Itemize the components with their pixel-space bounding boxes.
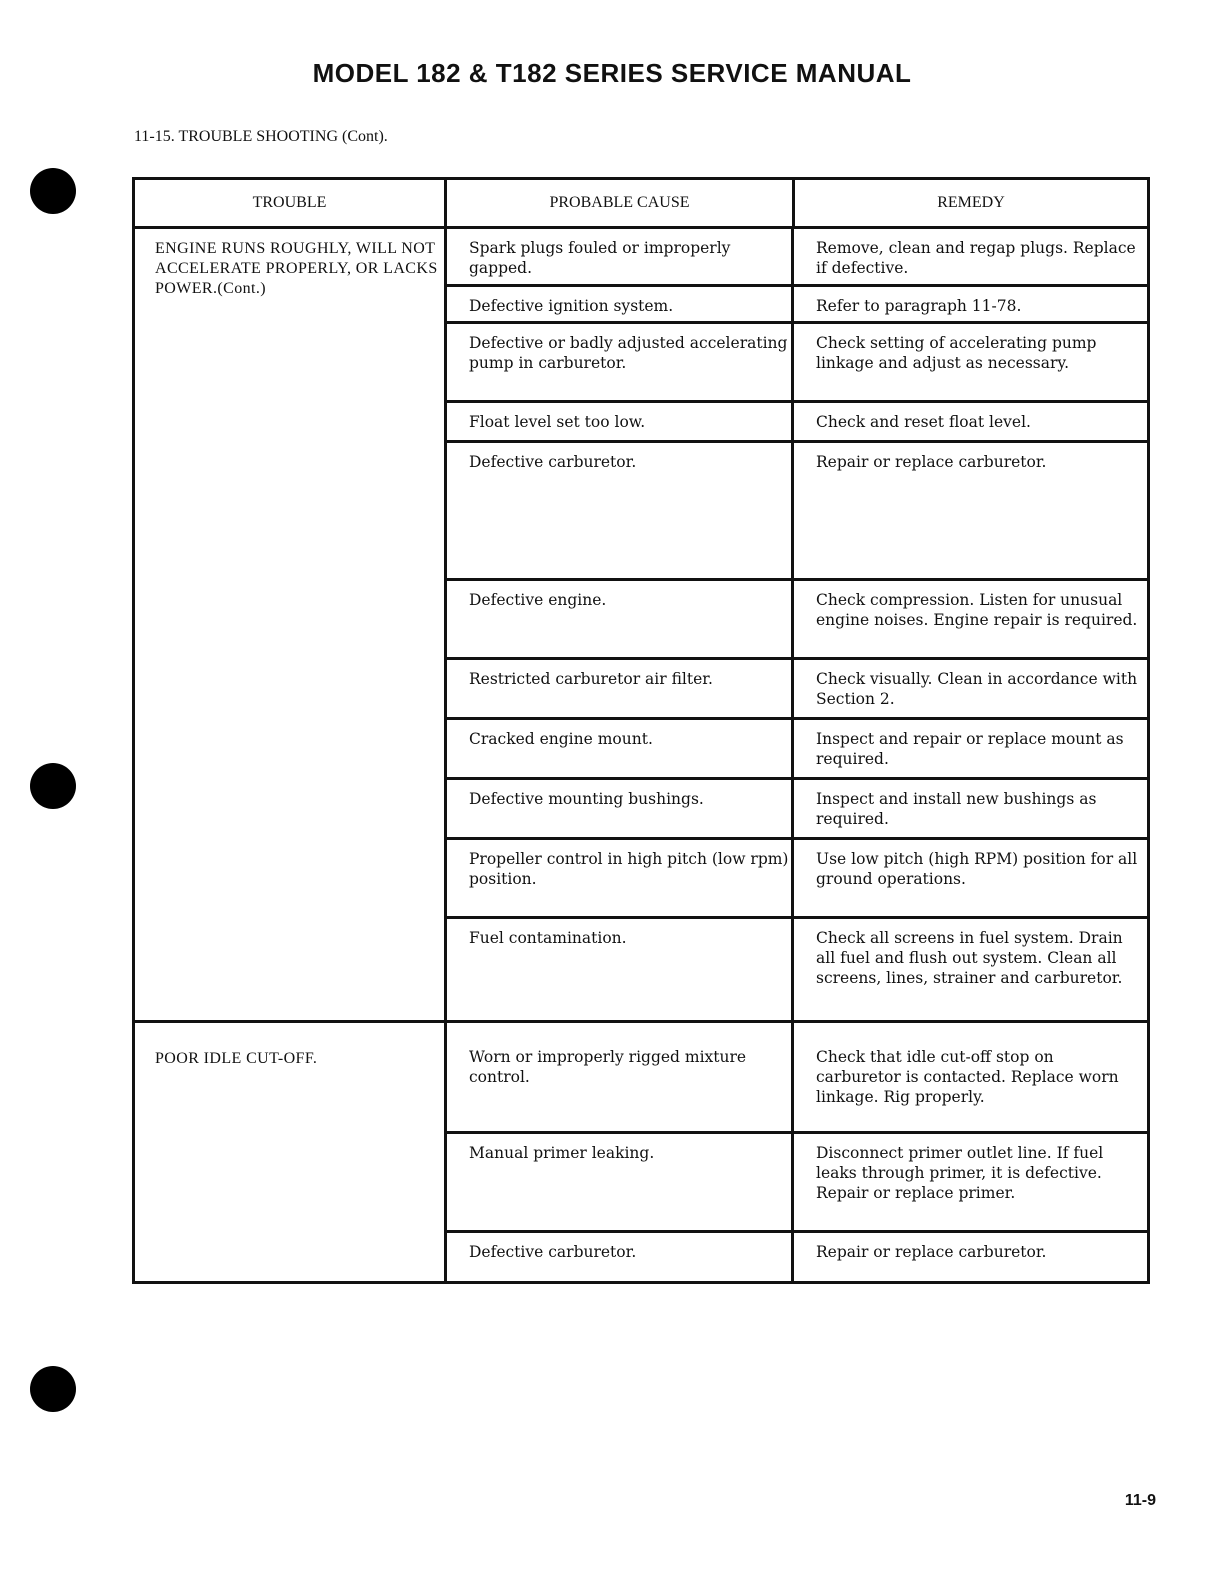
table-row — [447, 840, 1147, 919]
cause-cell: Spark plugs fouled or improperly gapped. — [469, 239, 731, 277]
remedy-cell: Check visually. Clean in accordance with Section 2. — [791, 660, 1147, 717]
table-row — [447, 1134, 1147, 1233]
trouble-cell: POOR IDLE CUT-OFF. — [155, 1050, 318, 1067]
table-row — [447, 919, 1147, 1020]
trouble-group — [135, 229, 1147, 1023]
cause-cell: Cracked engine mount. — [469, 730, 653, 748]
table-row — [447, 443, 1147, 581]
cause-cell: Propeller control in high pitch (low rpm) position. — [469, 850, 789, 888]
trouble-cell: ENGINE RUNS ROUGHLY, WILL NOT ACCELERATE PROPERLY, OR LACKS POWER.(Cont.) — [155, 240, 438, 297]
cause-cell: Defective ignition system. — [469, 297, 674, 315]
remedy-cell: Check that idle cut-off stop on carburetor is contacted. Replace worn linkage. Rig properly. — [791, 1023, 1147, 1131]
table-row — [447, 720, 1147, 780]
table-header — [135, 180, 1147, 229]
trouble-group — [135, 1023, 1147, 1281]
cause-cell: Defective engine. — [469, 591, 607, 609]
page-number: 11-9 — [1124, 1492, 1156, 1509]
remedy-cell: Inspect and repair or replace mount as required. — [791, 720, 1147, 777]
cause-cell: Defective carburetor. — [469, 453, 637, 471]
cause-cell: Manual primer leaking. — [469, 1144, 655, 1162]
remedy-cell: Remove, clean and regap plugs. Replace if defective. — [791, 229, 1147, 284]
remedy-cell: Check setting of accelerating pump linkage and adjust as necessary. — [791, 324, 1147, 400]
remedy-cell: Repair or replace carburetor. — [791, 443, 1147, 578]
remedy-cell: Refer to paragraph 11-78. — [791, 287, 1147, 321]
binder-hole — [30, 763, 76, 809]
table-row — [447, 660, 1147, 720]
cause-cell: Worn or improperly rigged mixture control. — [469, 1048, 747, 1086]
table-row — [447, 780, 1147, 840]
binder-hole — [30, 1366, 76, 1412]
remedy-cell: Use low pitch (high RPM) position for all ground operations. — [791, 840, 1147, 916]
cause-cell: Float level set too low. — [469, 413, 646, 431]
remedy-cell: Check all screens in fuel system. Drain all fuel and flush out system. Clean all screens, lines, strainer and carburetor. — [791, 919, 1147, 1020]
cause-cell: Defective carburetor. — [469, 1243, 637, 1261]
table-row — [447, 403, 1147, 443]
troubleshooting-table — [132, 177, 1150, 1284]
cause-cell: Defective mounting bushings. — [469, 790, 704, 808]
remedy-cell: Inspect and install new bushings as required. — [791, 780, 1147, 837]
section-heading: 11-15. TROUBLE SHOOTING (Cont). — [134, 128, 388, 145]
cause-cell: Defective or badly adjusted accelerating pump in carburetor. — [469, 334, 788, 372]
table-row — [447, 287, 1147, 324]
page-title: MODEL 182 & T182 SERIES SERVICE MANUAL — [312, 58, 912, 88]
remedy-cell: Check compression. Listen for unusual engine noises. Engine repair is required. — [791, 581, 1147, 657]
table-row — [447, 324, 1147, 403]
cause-cell: Restricted carburetor air filter. — [469, 670, 713, 688]
header-trouble: TROUBLE — [252, 194, 327, 211]
cause-cell: Fuel contamination. — [469, 929, 627, 947]
remedy-cell: Disconnect primer outlet line. If fuel leaks through primer, it is defective. Repair or replace primer. — [791, 1134, 1147, 1230]
remedy-cell: Check and reset float level. — [791, 403, 1147, 440]
table-row — [447, 1023, 1147, 1134]
binder-hole — [30, 168, 76, 214]
table-row — [447, 581, 1147, 660]
table-row — [447, 229, 1147, 287]
remedy-cell: Repair or replace carburetor. — [791, 1233, 1147, 1281]
header-remedy: REMEDY — [792, 180, 1147, 226]
header-probable-cause: PROBABLE CAUSE — [444, 180, 792, 226]
table-row — [447, 1233, 1147, 1281]
